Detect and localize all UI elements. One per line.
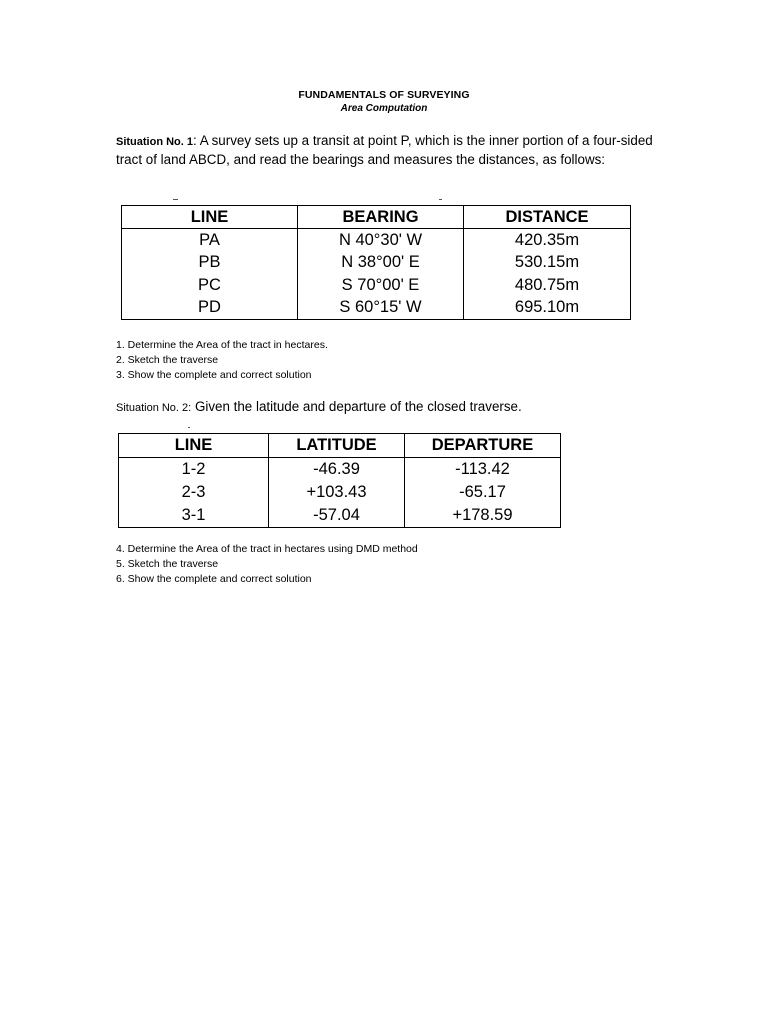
situation-2-label: Situation No. 2: xyxy=(116,402,192,414)
table-row xyxy=(122,297,631,320)
table-row xyxy=(119,504,561,528)
departure-cell: -65.17 xyxy=(405,481,561,504)
situation-2-text: Given the latitude and departure of the closed traverse. xyxy=(191,399,522,414)
table-row xyxy=(119,458,561,482)
distance-cell: 420.35m xyxy=(464,229,631,252)
distance-cell: 695.10m xyxy=(464,297,631,320)
bearing-cell: N 40°30' W xyxy=(298,229,464,252)
situation-1-text: : A survey sets up a transit at point P, which is the inner portion of a four-sided tract of land ABCD, and read the bearings and measures the distances, as follows: xyxy=(116,133,653,167)
situation-2-task-list xyxy=(116,542,418,586)
latitude-cell: +103.43 xyxy=(269,481,405,504)
task-item: 3. Show the complete and correct solution xyxy=(116,368,312,381)
situation-1-label: Situation No. 1 xyxy=(116,136,193,148)
line-cell: PA xyxy=(122,229,298,252)
situation-2-paragraph xyxy=(116,398,656,417)
line-cell: 2-3 xyxy=(119,481,269,504)
scan-artifact xyxy=(188,427,190,428)
departure-cell: +178.59 xyxy=(405,504,561,528)
document-title: FUNDAMENTALS OF SURVEYING xyxy=(298,89,470,101)
column-header: DEPARTURE xyxy=(405,434,561,458)
task-item: 6. Show the complete and correct solution xyxy=(116,572,312,585)
latitude-cell: -46.39 xyxy=(269,458,405,482)
scan-artifact xyxy=(173,199,178,200)
line-cell: PB xyxy=(122,252,298,275)
situation-1-task-list xyxy=(116,338,328,382)
departure-cell: -113.42 xyxy=(405,458,561,482)
bearing-cell: S 70°00' E xyxy=(298,274,464,297)
column-header: DISTANCE xyxy=(464,206,631,229)
bearing-distance-table xyxy=(121,205,631,320)
line-cell: 3-1 xyxy=(119,504,269,528)
latitude-departure-table xyxy=(118,433,561,528)
table-row xyxy=(122,274,631,297)
column-header: LATITUDE xyxy=(269,434,405,458)
latitude-cell: -57.04 xyxy=(269,504,405,528)
line-cell: PD xyxy=(122,297,298,320)
task-item: 5. Sketch the traverse xyxy=(116,557,219,570)
column-header: LINE xyxy=(119,434,269,458)
bearing-cell: N 38°00' E xyxy=(298,252,464,275)
task-item: 1. Determine the Area of the tract in hectares. xyxy=(116,339,328,351)
document-subtitle: Area Computation xyxy=(340,103,428,114)
distance-cell: 530.15m xyxy=(464,252,631,275)
scan-artifact xyxy=(439,199,442,200)
table-header-row xyxy=(122,206,631,229)
table-row xyxy=(122,229,631,252)
table-header-row xyxy=(119,434,561,458)
distance-cell: 480.75m xyxy=(464,274,631,297)
column-header: LINE xyxy=(122,206,298,229)
line-cell: PC xyxy=(122,274,298,297)
situation-1-paragraph xyxy=(116,132,656,169)
bearing-cell: S 60°15' W xyxy=(298,297,464,320)
table-row xyxy=(119,481,561,504)
task-item: 4. Determine the Area of the tract in hectares using DMD method xyxy=(116,543,418,555)
column-header: BEARING xyxy=(298,206,464,229)
line-cell: 1-2 xyxy=(119,458,269,482)
table-row xyxy=(122,252,631,275)
task-item: 2. Sketch the traverse xyxy=(116,353,219,366)
